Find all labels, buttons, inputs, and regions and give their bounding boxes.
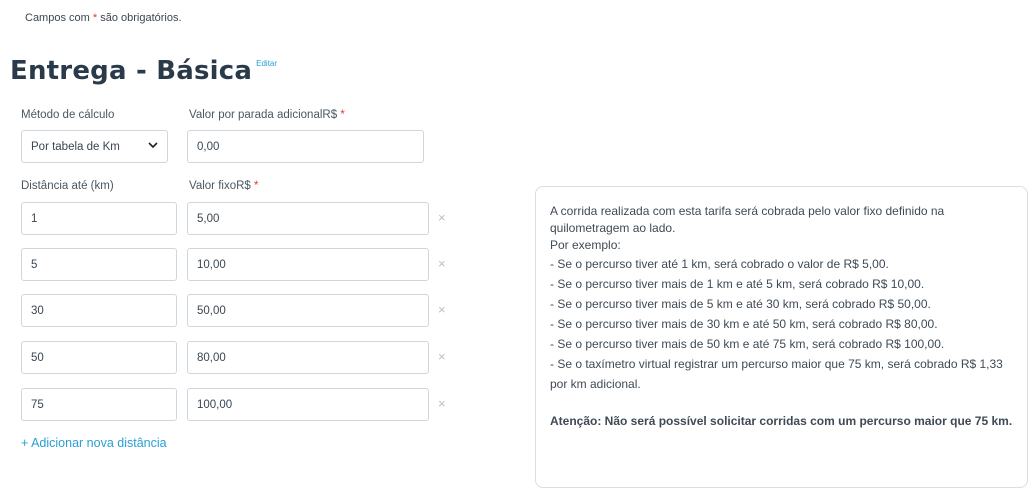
distance-value: 30 [31,304,44,317]
fixed-value-input[interactable] [187,202,429,235]
method-select[interactable] [21,130,168,163]
fixed-value: 80,00 [197,351,226,364]
additional-stop-label-text: Valor por parada adicionalR$ [189,109,338,121]
info-bullet: - Se o percurso tiver mais de 5 km e até 30 km, será cobrado R$ 50,00. [550,297,931,311]
edit-link[interactable]: Editar [256,59,278,68]
distance-input[interactable] [21,248,177,281]
fixed-value-input[interactable] [187,248,429,281]
fixed-value: 10,00 [197,258,226,271]
title-wrap [10,56,277,86]
info-bullet: - Se o percurso tiver mais de 1 km e até 5 km, será cobrado R$ 10,00. [550,277,925,291]
fixed-value-input[interactable] [187,294,429,327]
required-asterisk: * [92,12,98,24]
page-title: Entrega - Básica [10,56,253,86]
required-note-after: são obrigatórios. [97,12,182,24]
fixed-value: 100,00 [197,398,233,411]
info-box [535,186,1028,488]
info-bullet: - Se o percurso tiver mais de 30 km e até 50 km, será cobrado R$ 80,00. [550,317,938,331]
info-bullet: - Se o percurso tiver até 1 km, será cobrado o valor de R$ 5,00. [550,257,889,271]
required-asterisk: * [340,109,345,121]
distance-value: 5 [31,258,38,271]
fixed-value-label [189,180,258,192]
remove-row-icon[interactable]: × [438,256,446,271]
distance-label: Distância até (km) [21,180,114,192]
distance-input[interactable] [21,341,177,374]
required-note-before: Campos com [25,12,93,24]
distance-input[interactable] [21,294,177,327]
info-bullet: - Se o percurso tiver mais de 50 km e até 75 km, será cobrado R$ 100,00. [550,337,945,351]
remove-row-icon[interactable]: × [438,302,446,317]
remove-row-icon[interactable]: × [438,210,446,225]
method-select-value: Por tabela de Km [31,140,120,153]
distance-input[interactable] [21,202,177,235]
fixed-value-label-text: Valor fixoR$ [189,180,251,192]
distance-input[interactable] [21,388,177,421]
remove-row-icon[interactable]: × [438,396,446,411]
required-asterisk: * [254,180,259,192]
fixed-value: 5,00 [197,212,220,225]
required-fields-note [25,12,182,24]
additional-stop-label [189,109,345,121]
additional-stop-value: 0,00 [197,140,220,153]
fixed-value-input[interactable] [187,341,429,374]
info-attention: Atenção: Não será possível solicitar corridas com um percurso maior que 75 km. [550,414,1013,428]
distance-value: 75 [31,398,44,411]
fixed-value-input[interactable] [187,388,429,421]
info-bullet: - Se o taxímetro virtual registrar um percurso maior que 75 km, será cobrado R$ 1,33 por km adicional. [550,357,1003,391]
info-intro: A corrida realizada com esta tarifa será cobrada pelo valor fixo definido na quilometragem ao lado. [550,204,945,235]
add-distance-link[interactable]: + Adicionar nova distância [21,436,167,450]
distance-value: 50 [31,351,44,364]
method-label: Método de cálculo [21,109,115,121]
distance-value: 1 [31,212,38,225]
additional-stop-input[interactable] [187,130,424,163]
remove-row-icon[interactable]: × [438,349,446,364]
fixed-value: 50,00 [197,304,226,317]
chevron-down-icon [148,141,158,152]
info-example-label: Por exemplo: [550,238,621,252]
